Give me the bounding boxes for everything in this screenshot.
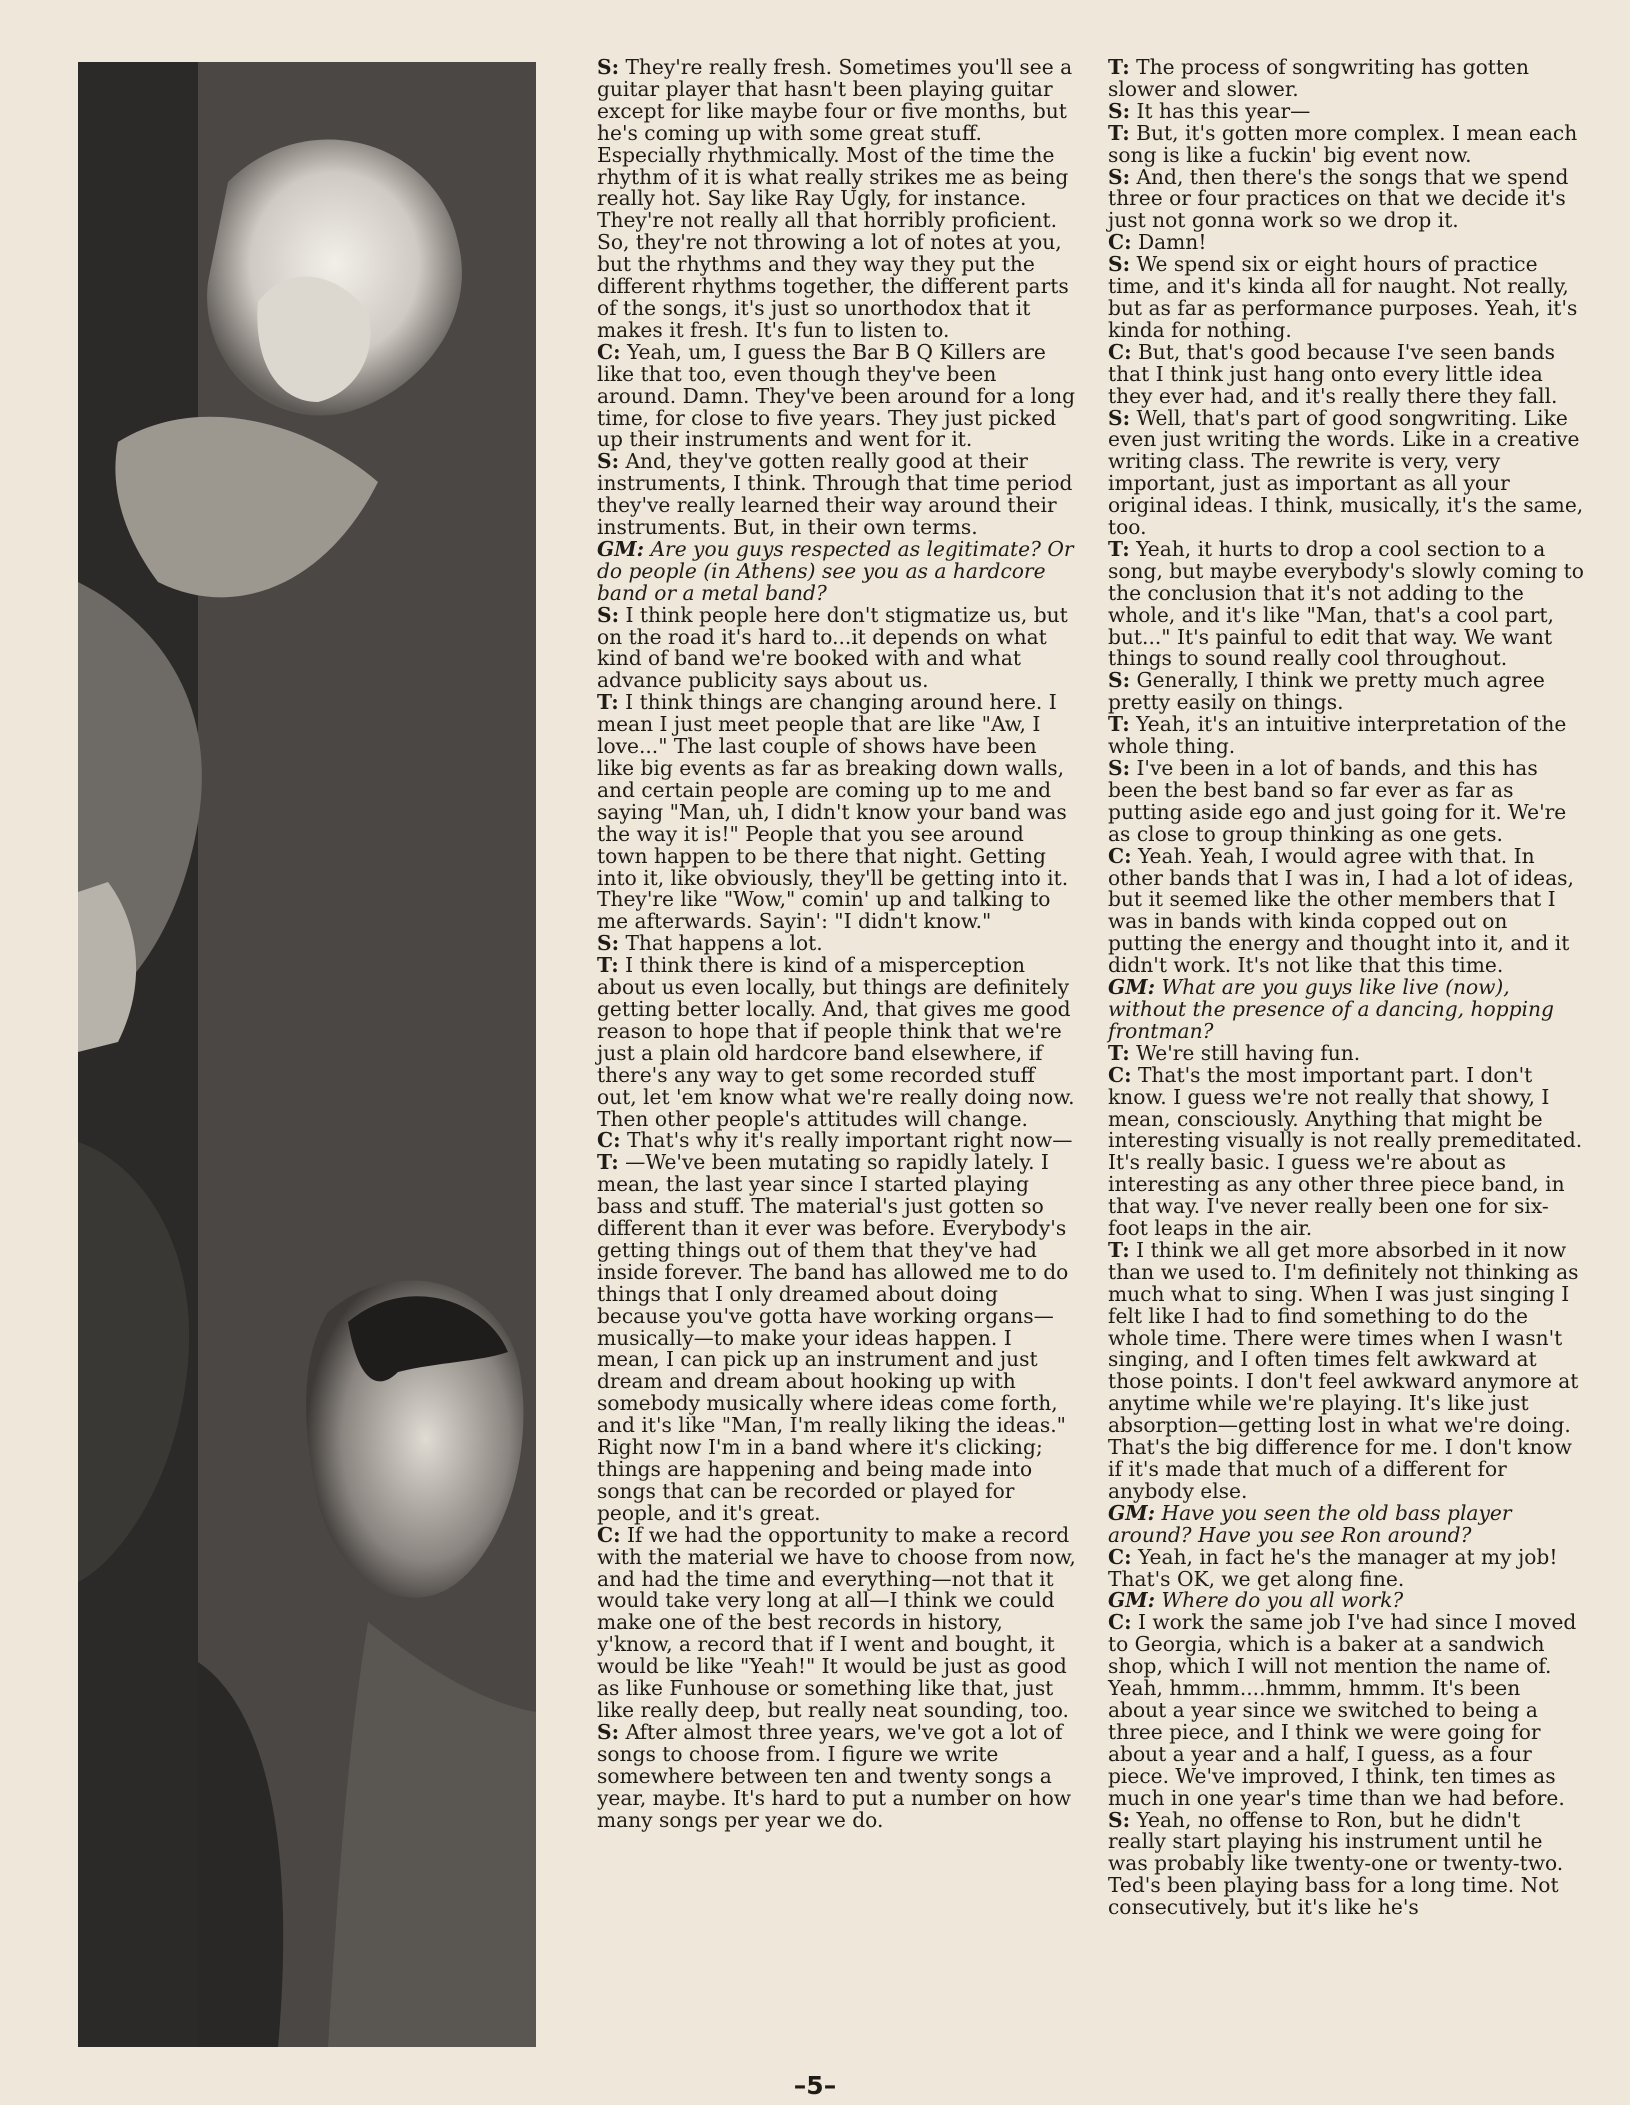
speech-text: They're really fresh. Sometimes you'll see a guitar player that hasn't been playing guitar except for like maybe four or five months, but he's coming up with some great stuff. Especially rhythmically. Most of the time the rhythm of it is what really strikes me as being really hot. Say like Ray Ugly, for instance. They're not really all that horribly proficient. So, they're not throwing a lot of notes at you, but the rhythms and they way they put the different rhythms together, the different parts of the songs, it's just so unorthodox that it makes it fresh. It's fun to listen to.: [597, 55, 1073, 342]
speech-text: I think we all get more absorbed in it now than we used to. I'm definitely not thinking as much what to sing. When I was just singing I felt like I had to find something to do the whole time. There were times when I wasn't singing, and I often times felt awkward at those points. I don't feel awkward anymore at anytime while we're playing. It's like just absorption—getting lost in what we're doing. That's the big difference for me. I don't know if it's made that much of a different for anybody else.: [1108, 1237, 1579, 1503]
speech-text: After almost three years, we've got a lot of songs to choose from. I figure we write somewhere between ten and twenty songs a year, maybe. It's hard to put a number on how many songs per year we do.: [597, 1719, 1072, 1832]
page-number: –5–: [793, 2071, 837, 2100]
interview-paragraph: [1108, 843, 1584, 978]
interview-paragraph: [597, 1719, 1079, 1832]
speaker-label: T:: [597, 1150, 619, 1175]
speaker-label: T:: [1108, 1237, 1130, 1262]
speech-text: Well, that's part of good songwriting. Like even just writing the words. Like in a creative writing class. The rewrite is very, very important, just as important as all your original ideas. I think, musically, it's the same, too.: [1108, 405, 1584, 540]
interview-paragraph: [597, 1152, 1079, 1524]
interview-paragraph: [1108, 120, 1584, 167]
interview-paragraph: [1108, 1544, 1584, 1591]
speaker-label: C:: [597, 1128, 621, 1153]
speech-text: If we had the opportunity to make a record with the material we have to choose from now, and had the time and everything—not that it would take very long at all—I think we could make one of the best records in history, y'know, a record that if I went and bought, it would be like "Yeah!" It would be just as good as like Funhouse or something like that, just like really deep, but really neat sounding, too.: [597, 1522, 1076, 1722]
speech-text: But, that's good because I've seen bands that I think just hang onto every little idea they ever had, and it's really there they fall.: [1108, 339, 1558, 408]
speaker-label: T:: [1108, 55, 1130, 79]
speaker-label: C:: [1108, 230, 1132, 255]
interview-paragraph: [1108, 254, 1584, 342]
interview-paragraph: [1108, 405, 1584, 540]
interview-paragraph: [1108, 98, 1584, 123]
speaker-label: T:: [597, 690, 619, 715]
speaker-label: C:: [597, 1522, 621, 1547]
speech-text: I think things are changing around here. I mean I just meet people that are like "Aw, I love..." The last couple of shows have been like big events as far as breaking down walls, and certain people are coming up to me and saying "Man, uh, I didn't know your band was the way it is!" People that you see around town happen to be there that night. Getting into it, like obviously, they'll be getting into it. They're like "Wow," comin' up and talking to me afterwards. Sayin': "I didn't know.": [597, 690, 1069, 934]
interview-paragraph: [1108, 758, 1584, 846]
interview-paragraph: [597, 1522, 1079, 1722]
speaker-label: S:: [597, 602, 620, 627]
speech-text: But, it's gotten more complex. I mean each song is like a fuckin' big event now.: [1108, 120, 1578, 167]
speech-text: Yeah, it's an intuitive interpretation of the whole thing.: [1108, 712, 1567, 759]
speech-text: We're still having fun.: [1129, 1040, 1361, 1065]
speaker-label: S:: [1108, 668, 1131, 693]
speech-text: I think people here don't stigmatize us, but on the road it's hard to...it depends on what kind of band we're booked with and what advance publicity says about us.: [597, 602, 1068, 693]
interview-paragraph: [1108, 536, 1584, 671]
speech-text: That's why it's really important right now—: [620, 1128, 1073, 1153]
speech-text: I think there is kind of a misperception about us even locally, but things are definitely getting better locally. And, that gives me good reason to hope that if people think that we're just a plain old hardcore band elsewhere, if there's any way to get some recorded stuff out, let 'em know what we're really doing now. Then other people's attitudes will change.: [597, 953, 1075, 1131]
speech-text: Where do you all work?: [1155, 1588, 1404, 1613]
interview-paragraph: [1108, 670, 1584, 714]
speaker-label: C:: [1108, 1544, 1132, 1569]
speech-text: And, then there's the songs that we spend three or four practices on that we decide it's just not gonna work so we drop it.: [1108, 164, 1569, 233]
speech-text: That happens a lot.: [619, 931, 823, 956]
band-photo: [78, 62, 536, 2047]
interview-paragraph: [597, 451, 1079, 539]
speech-text: It has this year—: [1130, 98, 1311, 123]
text-column-right: [1108, 57, 1584, 1919]
speech-text: That's the most important part. I don't know. I guess we're not really that showy, I mean, consciously. Anything that might be interesting visually is not really premeditated. It's really basic. I guess we're about as interesting as any other three piece band, in that way. I've never really been one for six-foot leaps in the air.: [1108, 1062, 1583, 1241]
speaker-label: S:: [1108, 1807, 1131, 1832]
speech-text: Yeah, no offense to Ron, but he didn't really start playing his instrument until he was probably like twenty-one or twenty-two. Ted's been playing bass for a long time. Not consecutively, but it's like he's: [1108, 1807, 1564, 1920]
speaker-label: GM:: [597, 536, 645, 561]
speech-text: Have you seen the old bass player around? Have you see Ron around?: [1108, 1500, 1512, 1547]
speaker-label: C:: [1108, 1610, 1132, 1635]
speech-text: Yeah, it hurts to drop a cool section to a song, but maybe everybody's slowly coming to the conclusion that it's not adding to the whole, and it's like "Man, that's a cool part, but..." It's painful to edit that way. We want things to sound really cool throughout.: [1108, 536, 1584, 671]
interview-paragraph: [597, 536, 1079, 605]
speaker-label: GM:: [1108, 1500, 1156, 1525]
interview-paragraph: [1108, 232, 1584, 254]
text-column-left: [597, 57, 1079, 1831]
speaker-label: S:: [597, 449, 620, 474]
interview-paragraph: [597, 1130, 1079, 1152]
interview-paragraph: [1108, 1500, 1584, 1547]
speaker-label: S:: [597, 55, 620, 79]
speaker-label: T:: [1108, 120, 1130, 145]
speech-text: —We've been mutating so rapidly lately. I mean, the last year since I started playing bass and stuff. The material's just gotten so different than it ever was before. Everybody's getting things out of them that they've had inside forever. The band has allowed me to do things that I only dreamed about doing because you've gotta have working organs—musically—to make your ideas happen. I mean, I can pick up an instrument and just dream and dream about hooking up with somebody musically where ideas come forth, and it's like "Man, I'm really liking the ideas." Right now I'm in a band where it's clicking; things are happening and being made into songs that can be recorded or played for people, and it's great.: [597, 1150, 1069, 1525]
interview-paragraph: [597, 602, 1079, 693]
speaker-label: T:: [1108, 536, 1130, 561]
interview-paragraph: [597, 933, 1079, 955]
interview-paragraph: [597, 692, 1079, 933]
speech-text: Damn!: [1131, 230, 1207, 255]
speaker-label: T:: [1108, 1040, 1130, 1065]
interview-paragraph: [1108, 57, 1584, 101]
speech-text: What are you guys like live (now), without the presence of a dancing, hopping frontman?: [1108, 975, 1554, 1043]
speaker-label: GM:: [1108, 975, 1156, 1000]
interview-paragraph: [1108, 714, 1584, 758]
speaker-label: S:: [1108, 756, 1131, 780]
speaker-label: S:: [597, 931, 620, 956]
speech-text: Are you guys respected as legitimate? Or do people (in Athens) see you as a hardcore band or a metal band?: [597, 536, 1074, 605]
speech-text: Yeah, um, I guess the Bar B Q Killers are like that too, even though they've been around. Damn. They've been around for a long time, for close to five years. They just picked up their instruments and went for it.: [597, 339, 1076, 452]
speech-text: The process of songwriting has gotten slower and slower.: [1108, 55, 1529, 101]
speaker-label: C:: [1108, 339, 1132, 364]
speaker-label: S:: [1108, 164, 1131, 189]
interview-paragraph: [1108, 164, 1584, 233]
interview-paragraph: [597, 955, 1079, 1130]
speaker-label: S:: [1108, 98, 1131, 123]
speaker-label: C:: [1108, 1062, 1132, 1087]
speech-text: We spend six or eight hours of practice time, and it's kinda all for naught. Not really, but as far as performance purposes. Yeah, it's kinda for nothing.: [1108, 252, 1578, 342]
interview-paragraph: [1108, 1807, 1584, 1920]
speech-text: I work the same job I've had since I moved to Georgia, which is a baker at a sandwich shop, which I will not mention the name of. Yeah, hmmm....hmmm, hmmm. It's been about a year since we switched to being a three piece, and I think we were going for about a year and a half, I guess, as a four piece. We've improved, I think, ten times as much in one year's time than we had before.: [1108, 1610, 1577, 1810]
speaker-label: GM:: [1108, 1588, 1156, 1613]
interview-paragraph: [1108, 1040, 1584, 1065]
interview-paragraph: [1108, 339, 1584, 408]
speaker-label: T:: [1108, 712, 1130, 737]
speaker-label: C:: [1108, 843, 1132, 868]
speech-text: And, they've gotten really good at their instruments, I think. Through that time period they've really learned their way around their instruments. But, in their own terms.: [597, 449, 1073, 540]
interview-paragraph: [1108, 1062, 1584, 1241]
interview-paragraph: [1108, 1612, 1584, 1809]
speech-text: Generally, I think we pretty much agree pretty easily on things.: [1108, 668, 1545, 715]
interview-paragraph: [1108, 977, 1584, 1043]
interview-paragraph: [597, 57, 1079, 342]
speaker-label: T:: [597, 953, 619, 978]
interview-paragraph: [597, 339, 1079, 452]
speech-text: Yeah, in fact he's the manager at my job! That's OK, we get along fine.: [1108, 1544, 1558, 1591]
speaker-label: S:: [1108, 405, 1131, 430]
interview-paragraph: [1108, 1237, 1584, 1503]
speech-text: Yeah. Yeah, I would agree with that. In other bands that I was in, I had a lot of ideas, but it seemed like the other members that I was in bands with kinda copped out on putting the energy and thought into it, and it didn't work. It's not like that this time.: [1108, 843, 1574, 978]
interview-paragraph: [1108, 1590, 1584, 1612]
speech-text: I've been in a lot of bands, and this has been the best band so far ever as far as putting aside ego and just going for it. We're as close to group thinking as one gets.: [1108, 756, 1567, 846]
speaker-label: S:: [597, 1719, 620, 1744]
speaker-label: C:: [597, 339, 621, 364]
speaker-label: S:: [1108, 252, 1131, 277]
